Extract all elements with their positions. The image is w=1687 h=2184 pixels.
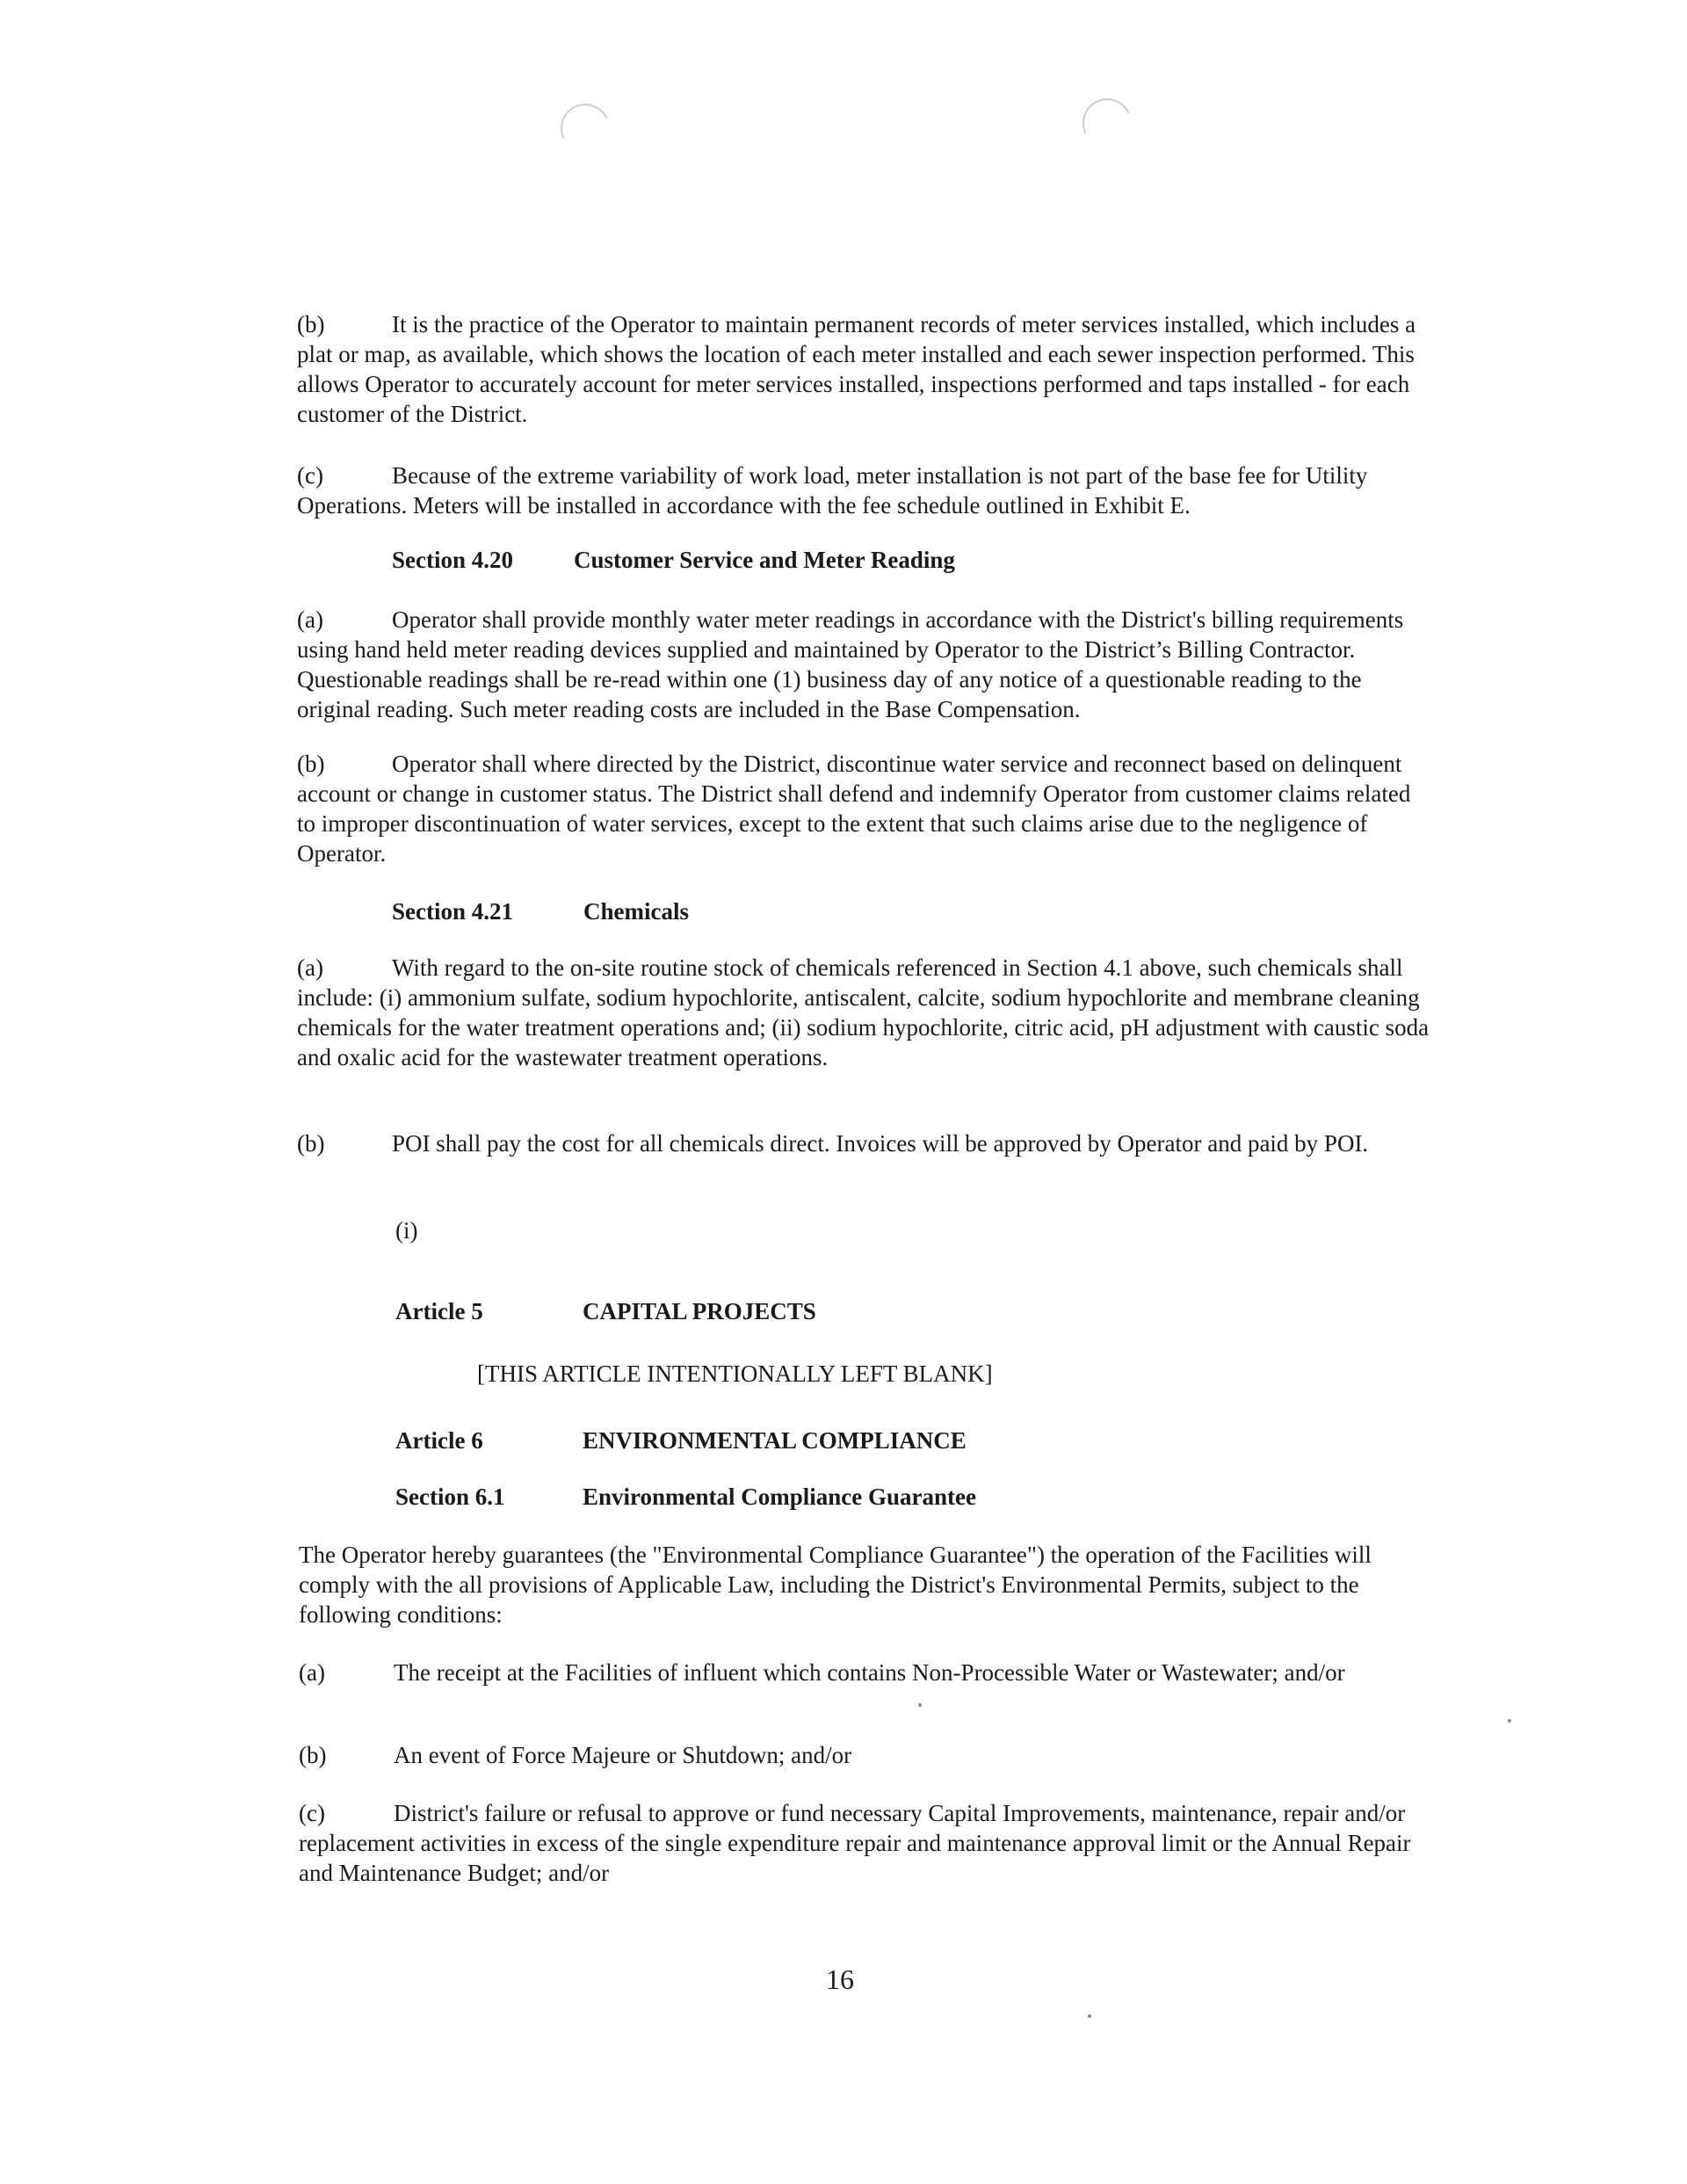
paragraph-label: (b) <box>297 751 325 777</box>
paragraph-4-19-c <box>297 461 1430 520</box>
paragraph-text: Because of the extreme variability of work load, meter installation is not part of the base fee for Utility Operations. Meters will be installed in accordance with the fee schedule outlined in Exhibit E. <box>297 462 1368 519</box>
section-title: Environmental Compliance Guarantee <box>583 1484 976 1510</box>
paragraph-6-1-b <box>299 1740 1432 1770</box>
scan-speck <box>1088 2014 1091 2018</box>
article-5-blank-note: [THIS ARTICLE INTENTIONALLY LEFT BLANK] <box>477 1360 993 1387</box>
section-number: Section 4.21 <box>392 898 513 925</box>
paragraph-4-21-b <box>297 1128 1430 1158</box>
paragraph-6-1-c <box>299 1798 1432 1888</box>
paragraph-6-1-a <box>299 1658 1432 1687</box>
section-title: Customer Service and Meter Reading <box>574 547 955 573</box>
paragraph-label: (b) <box>297 1130 325 1157</box>
paragraph-label: (c) <box>297 462 323 489</box>
sub-item-i: (i) <box>395 1217 418 1244</box>
paragraph-text: Operator shall where directed by the District, discontinue water service and reconnect based on delinquent account or change in customer status. The District shall defend and indemnify Operator from customer claims related to improper discontinuation of water services, except to the extent that such claims arise due to the negligence of Operator. <box>297 751 1411 867</box>
paragraph-text: The Operator hereby guarantees (the "Environmental Compliance Guarantee") the operation of the Facilities will comply with the all provisions of Applicable Law, including the District's Environmental Permits, subject to the following conditions: <box>299 1542 1372 1628</box>
paragraph-4-20-a <box>297 605 1430 724</box>
paragraph-4-20-b <box>297 749 1430 868</box>
paragraph-text: District's failure or refusal to approve or fund necessary Capital Improvements, maintenance, repair and/or replacement activities in excess of the single expenditure repair and maintenance approval limit or the Annual Repair and Maintenance Budget; and/or <box>299 1800 1411 1886</box>
page-number: 16 <box>826 1963 854 1995</box>
paragraph-text: With regard to the on-site routine stock of chemicals referenced in Section 4.1 above, such chemicals shall include: (i) ammonium sulfate, sodium hypochlorite, antiscalent, calcite, sodium hypochlorite and membrane cleaning chemicals for the water treatment operations and; (ii) sodium hypochlorite, citric acid, pH adjustment with caustic soda and oxalic acid for the wastewater treatment operations. <box>297 954 1430 1070</box>
section-number: Section 4.20 <box>392 547 513 573</box>
paragraph-text: Operator shall provide monthly water meter readings in accordance with the District's billing requirements using hand held meter reading devices supplied and maintained by Operator to the District’s Billing Contractor. Questionable readings shall be re-read within one (1) business day of any notice of a questionable reading to the original reading. Such meter reading costs are included in the Base Compensation. <box>297 606 1404 722</box>
paragraph-6-1-intro <box>299 1540 1432 1629</box>
section-title: Chemicals <box>583 898 689 925</box>
paragraph-text: The receipt at the Facilities of influent which contains Non-Processible Water or Wastewater; and/or <box>394 1659 1345 1686</box>
paragraph-label: (a) <box>299 1659 325 1686</box>
section-number: Section 6.1 <box>395 1484 505 1510</box>
paragraph-label: (b) <box>299 1742 327 1768</box>
paragraph-text: POI shall pay the cost for all chemicals direct. Invoices will be approved by Operator and paid by POI. <box>392 1130 1369 1157</box>
paragraph-text: An event of Force Majeure or Shutdown; and/or <box>394 1742 852 1768</box>
paragraph-text: It is the practice of the Operator to maintain permanent records of meter services installed, which includes a plat or map, as available, which shows the location of each meter installed and each sewer inspection performed. This allows Operator to accurately account for meter services installed, inspections performed and taps installed - for each customer of the District. <box>297 311 1416 427</box>
paragraph-label: (a) <box>297 954 323 981</box>
article-number: Article 6 <box>395 1427 483 1454</box>
hole-punch-left <box>554 97 617 160</box>
scan-speck <box>918 1703 922 1707</box>
paragraph-label: (b) <box>297 311 325 337</box>
paragraph-4-19-b <box>297 309 1430 429</box>
article-number: Article 5 <box>395 1298 483 1324</box>
paragraph-4-21-a <box>297 953 1430 1072</box>
scan-speck <box>1508 1719 1511 1723</box>
paragraph-label: (c) <box>299 1800 325 1826</box>
article-title: CAPITAL PROJECTS <box>583 1298 816 1324</box>
paragraph-label: (a) <box>297 606 323 633</box>
hole-punch-right <box>1075 91 1139 155</box>
article-title: ENVIRONMENTAL COMPLIANCE <box>583 1427 967 1454</box>
